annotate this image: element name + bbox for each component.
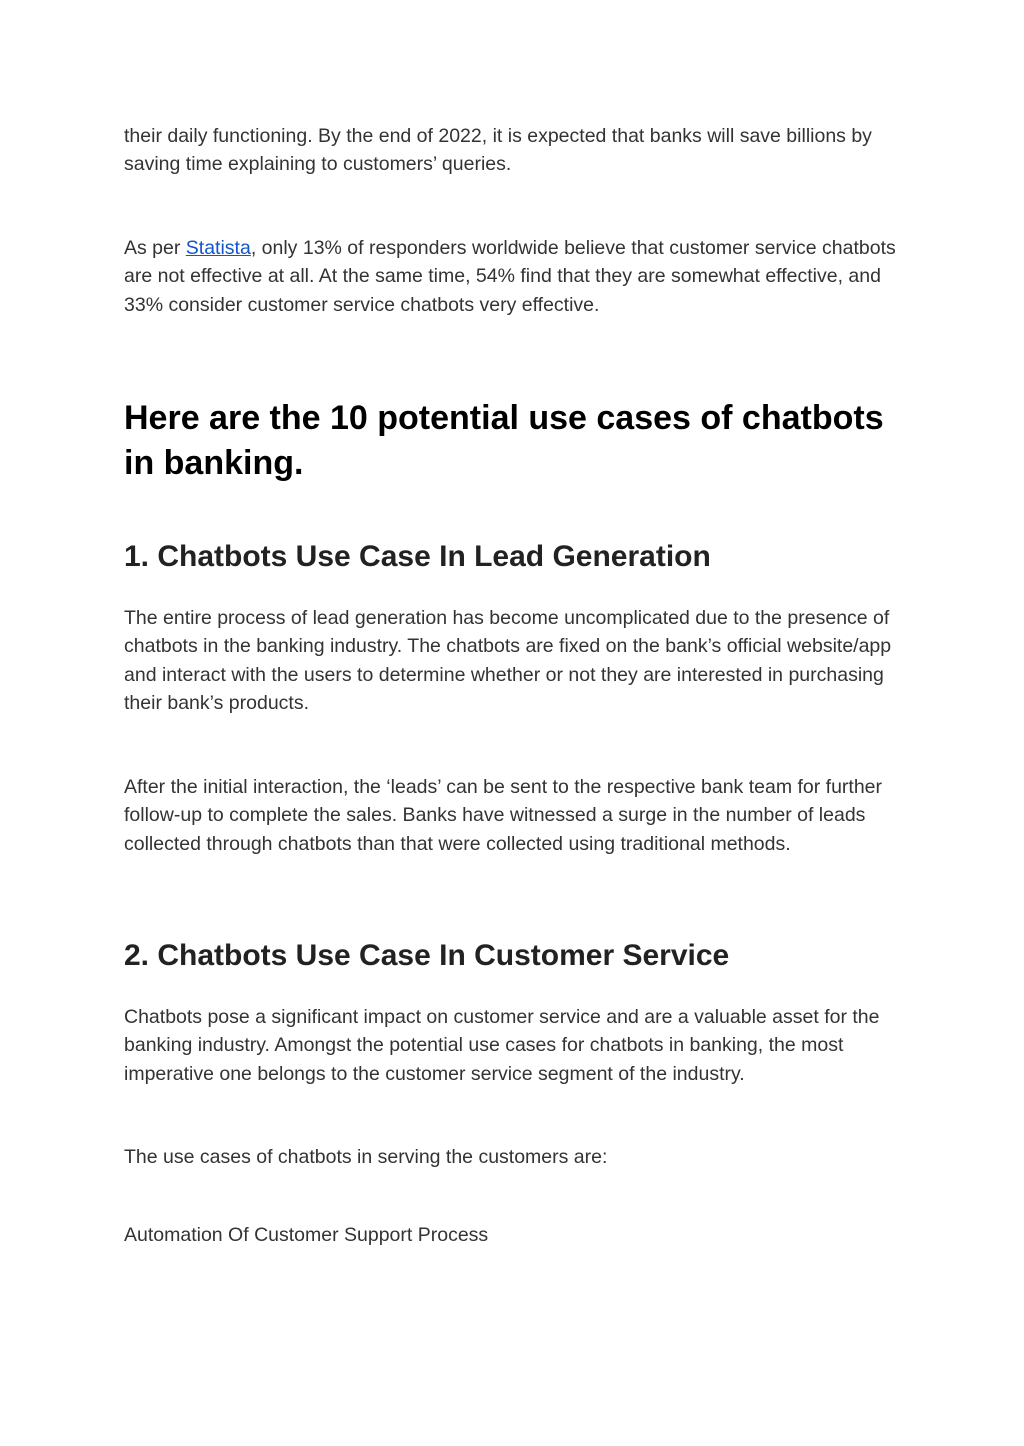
document-page xyxy=(124,0,904,1446)
lead-generation-paragraph-2: After the initial interaction, the ‘leads’ can be sent to the respective bank team for further follow-up to complete the sales. Banks have witnessed a surge in the number of leads collected through chatbots than that were collected using traditional methods. xyxy=(124,776,883,855)
section-heading-lead-generation: 1. Chatbots Use Case In Lead Generation xyxy=(124,540,711,573)
lead-generation-paragraph-1: The entire process of lead generation has become uncomplicated due to the presence of chatbots in the banking industry. The chatbots are fixed on the bank’s official website/app and interact with the users to determine whether or not they are interested in purchasing their bank’s products. xyxy=(124,607,892,714)
customer-service-paragraph-1: Chatbots pose a significant impact on customer service and are a valuable asset for the banking industry. Amongst the potential use cases for chatbots in banking, the most imperative one belongs to the customer service segment of the industry. xyxy=(124,1006,880,1085)
intro-paragraph: their daily functioning. By the end of 2022, it is expected that banks will save billions by saving time explaining to customers’ queries. xyxy=(124,125,872,176)
statista-text-after: , only 13% of responders worldwide believe that customer service chatbots are not effective at all. At the same time, 54% find that they are somewhat effective, and 33% consider customer service chatbots very effective. xyxy=(124,237,896,316)
statista-paragraph xyxy=(124,234,904,319)
customer-service-subheading: Automation Of Customer Support Process xyxy=(124,1224,489,1246)
section-heading-customer-service: 2. Chatbots Use Case In Customer Service xyxy=(124,939,730,972)
statista-link[interactable]: Statista xyxy=(185,237,251,259)
main-heading: Here are the 10 potential use cases of chatbots in banking. xyxy=(124,399,884,482)
statista-text-before: As per xyxy=(124,237,186,259)
customer-service-paragraph-2: The use cases of chatbots in serving the customers are: xyxy=(124,1146,608,1168)
